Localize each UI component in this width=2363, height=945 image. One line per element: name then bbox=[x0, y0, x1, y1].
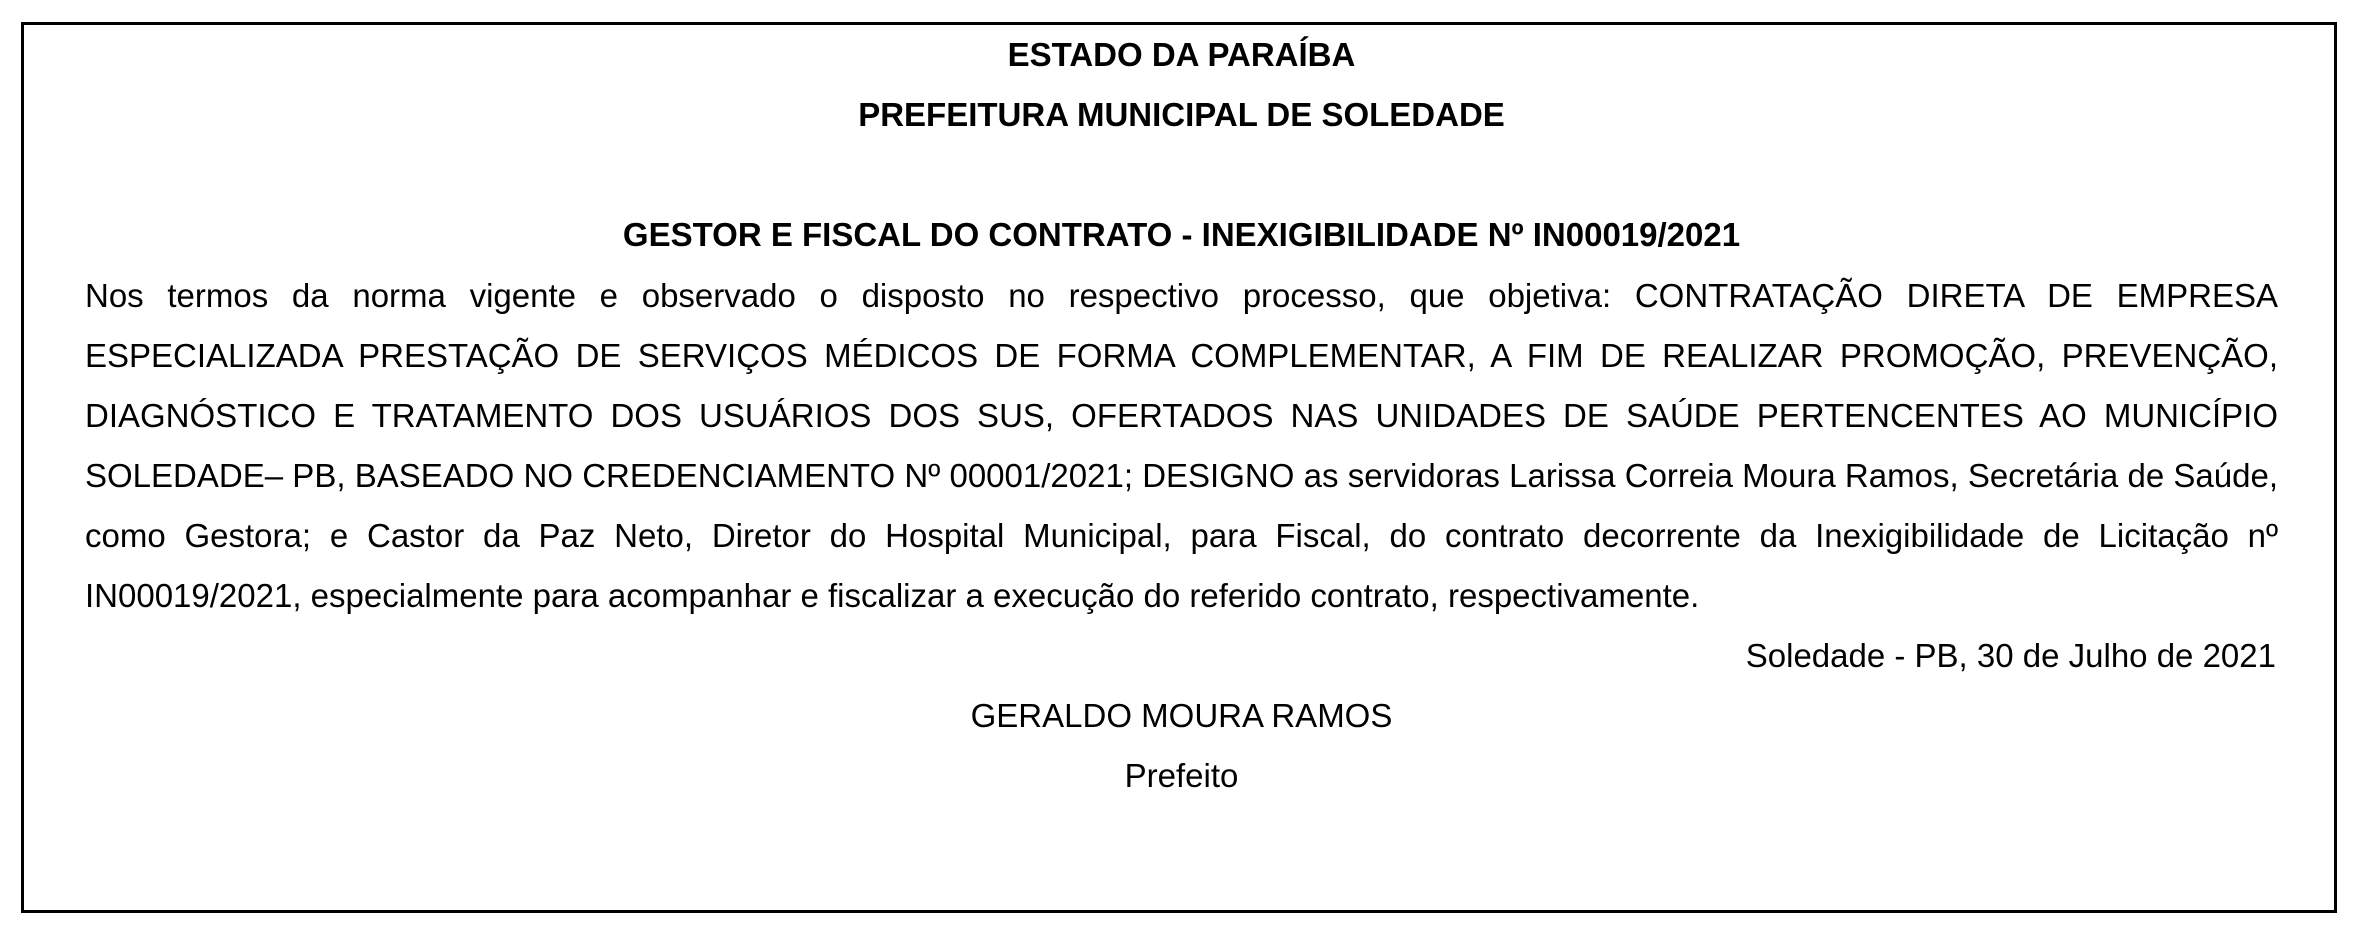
prefecture-heading: PREFEITURA MUNICIPAL DE SOLEDADE bbox=[858, 96, 1505, 133]
notice-title: GESTOR E FISCAL DO CONTRATO - INEXIGIBILIDADE Nº IN00019/2021 bbox=[622, 216, 1741, 253]
state-heading: ESTADO DA PARAÍBA bbox=[1007, 36, 1356, 73]
place-date: Soledade - PB, 30 de Julho de 2021 bbox=[1745, 637, 2276, 674]
signatory-name: GERALDO MOURA RAMOS bbox=[970, 697, 1393, 734]
notice-body: Nos termos da norma vigente e observado o disposto no respectivo processo, que objetiva: CONTRATAÇÃO DIRETA DE EMPRESA ESPECIALIZADA PRESTAÇÃO DE SERVIÇOS MÉDICOS DE FORMA COMPLEMENTAR, A FIM DE REALIZAR PROMOÇÃO, PREVENÇÃO, DIAGNÓSTICO E TRATAMENTO DOS USUÁRIOS DOS SUS, OFERTADOS NAS UNIDADES DE SAÚDE PERTENCENTES AO MUNICÍPIO SOLEDADE– PB, BASEADO NO CREDENCIAMENTO Nº 00001/2021; DESIGNO as servidoras Larissa Correia Moura Ramos, Secretária de Saúde, como Gestora; e Castor da Paz Neto, Diretor do Hospital Municipal, para Fiscal, do contrato decorrente da Inexigibilidade de Licitação nº IN00019/2021, especialmente para acompanhar e fiscalizar a execução do referido contrato, respectivamente. bbox=[85, 277, 2278, 614]
signatory-role: Prefeito bbox=[1124, 757, 1239, 794]
